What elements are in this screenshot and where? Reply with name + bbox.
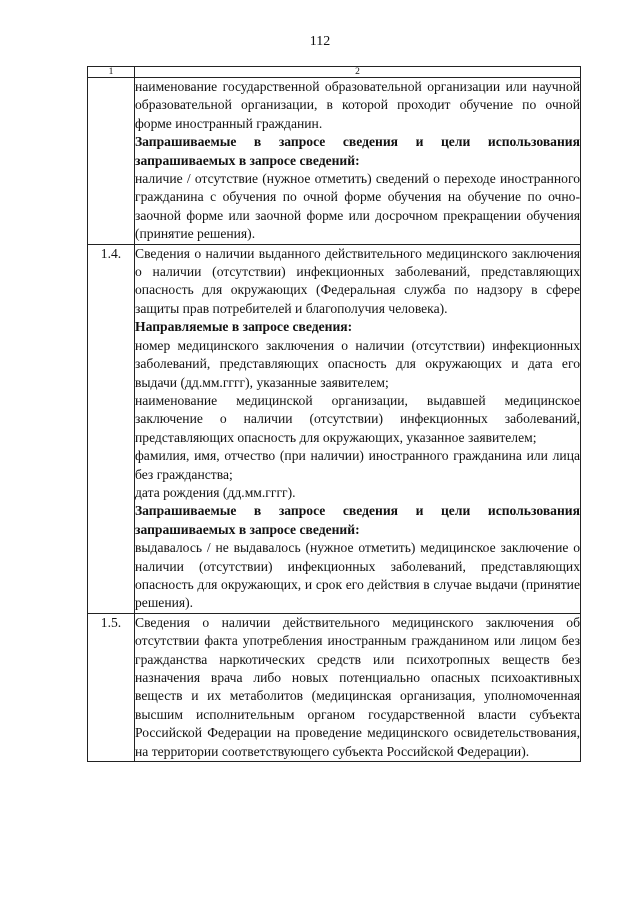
row-content	[135, 78, 581, 245]
table-row	[88, 244, 581, 613]
paragraph: номер медицинского заключения о наличии (отсутствии) инфекционных заболеваний, представляющих опасность для окружающих и дата его выдачи (дд.мм.гггг), указанные заявителем;	[135, 337, 580, 390]
row-number	[88, 78, 135, 245]
table-body	[88, 78, 581, 762]
paragraph: выдавалось / не выдавалось (нужное отметить) медицинское заключение о наличии (отсутствии) инфекционных заболеваний, представляющих опасность для окружающих, и срок его действия в случае выдачи (принятие решения).	[135, 540, 580, 611]
section-heading: Запрашиваемые в запросе сведения и цели использования запрашиваемых в запросе сведений:	[135, 134, 580, 168]
paragraph: наименование государственной образовательной организации или научной образовательной организации, в которой проходит обучение по очной форме иностранный гражданин.	[135, 79, 580, 131]
page-number: 112	[309, 34, 331, 49]
row-number: 1.5.	[88, 613, 135, 761]
table-row	[88, 613, 581, 761]
paragraph: наименование медицинской организации, выдавшей медицинское заключение о наличии (отсутствии) инфекционных заболеваний, представляющих опасность для окружающих, указанное заявителем;	[135, 392, 580, 445]
table-row	[88, 78, 581, 245]
column-header-1: 1	[88, 67, 135, 78]
paragraph: наличие / отсутствие (нужное отметить) сведений о переходе иностранного гражданина с обучения по очной форме обучения на обучение по очно-заочной форме или заочной форме или досрочном прекращении обучения (принятие решения).	[135, 171, 580, 242]
section-heading: Запрашиваемые в запросе сведения и цели использования запрашиваемых в запросе сведений:	[135, 503, 580, 537]
paragraph: Сведения о наличии действительного медицинского заключения об отсутствии факта употребления иностранным гражданином или лицом без гражданства наркотических средств или психотропных веществ без назначения врача либо новых потенциально опасных психоактивных веществ и их метаболитов (медицинская организация, уполномоченная высшим исполнительным органом государственной власти субъекта Российской Федерации на проведение медицинского освидетельствования, на территории соответствующего субъекта Российской Федерации).	[135, 614, 580, 759]
paragraph: дата рождения (дд.мм.гггг).	[135, 484, 296, 500]
row-content	[135, 613, 581, 761]
row-content	[135, 244, 581, 613]
table-header-row	[88, 67, 581, 78]
column-header-2: 2	[135, 67, 581, 78]
paragraph: фамилия, имя, отчество (при наличии) иностранного гражданина или лица без гражданства;	[135, 448, 580, 482]
document-table	[87, 66, 581, 762]
row-number: 1.4.	[88, 244, 135, 613]
section-heading: Направляемые в запросе сведения:	[135, 319, 353, 335]
paragraph: Сведения о наличии выданного действительного медицинского заключения о наличии (отсутствии) инфекционных заболеваний, представляющих опасность для окружающих (Федеральная служба по надзору в сфере защиты прав потребителей и благополучия человека).	[135, 245, 580, 316]
